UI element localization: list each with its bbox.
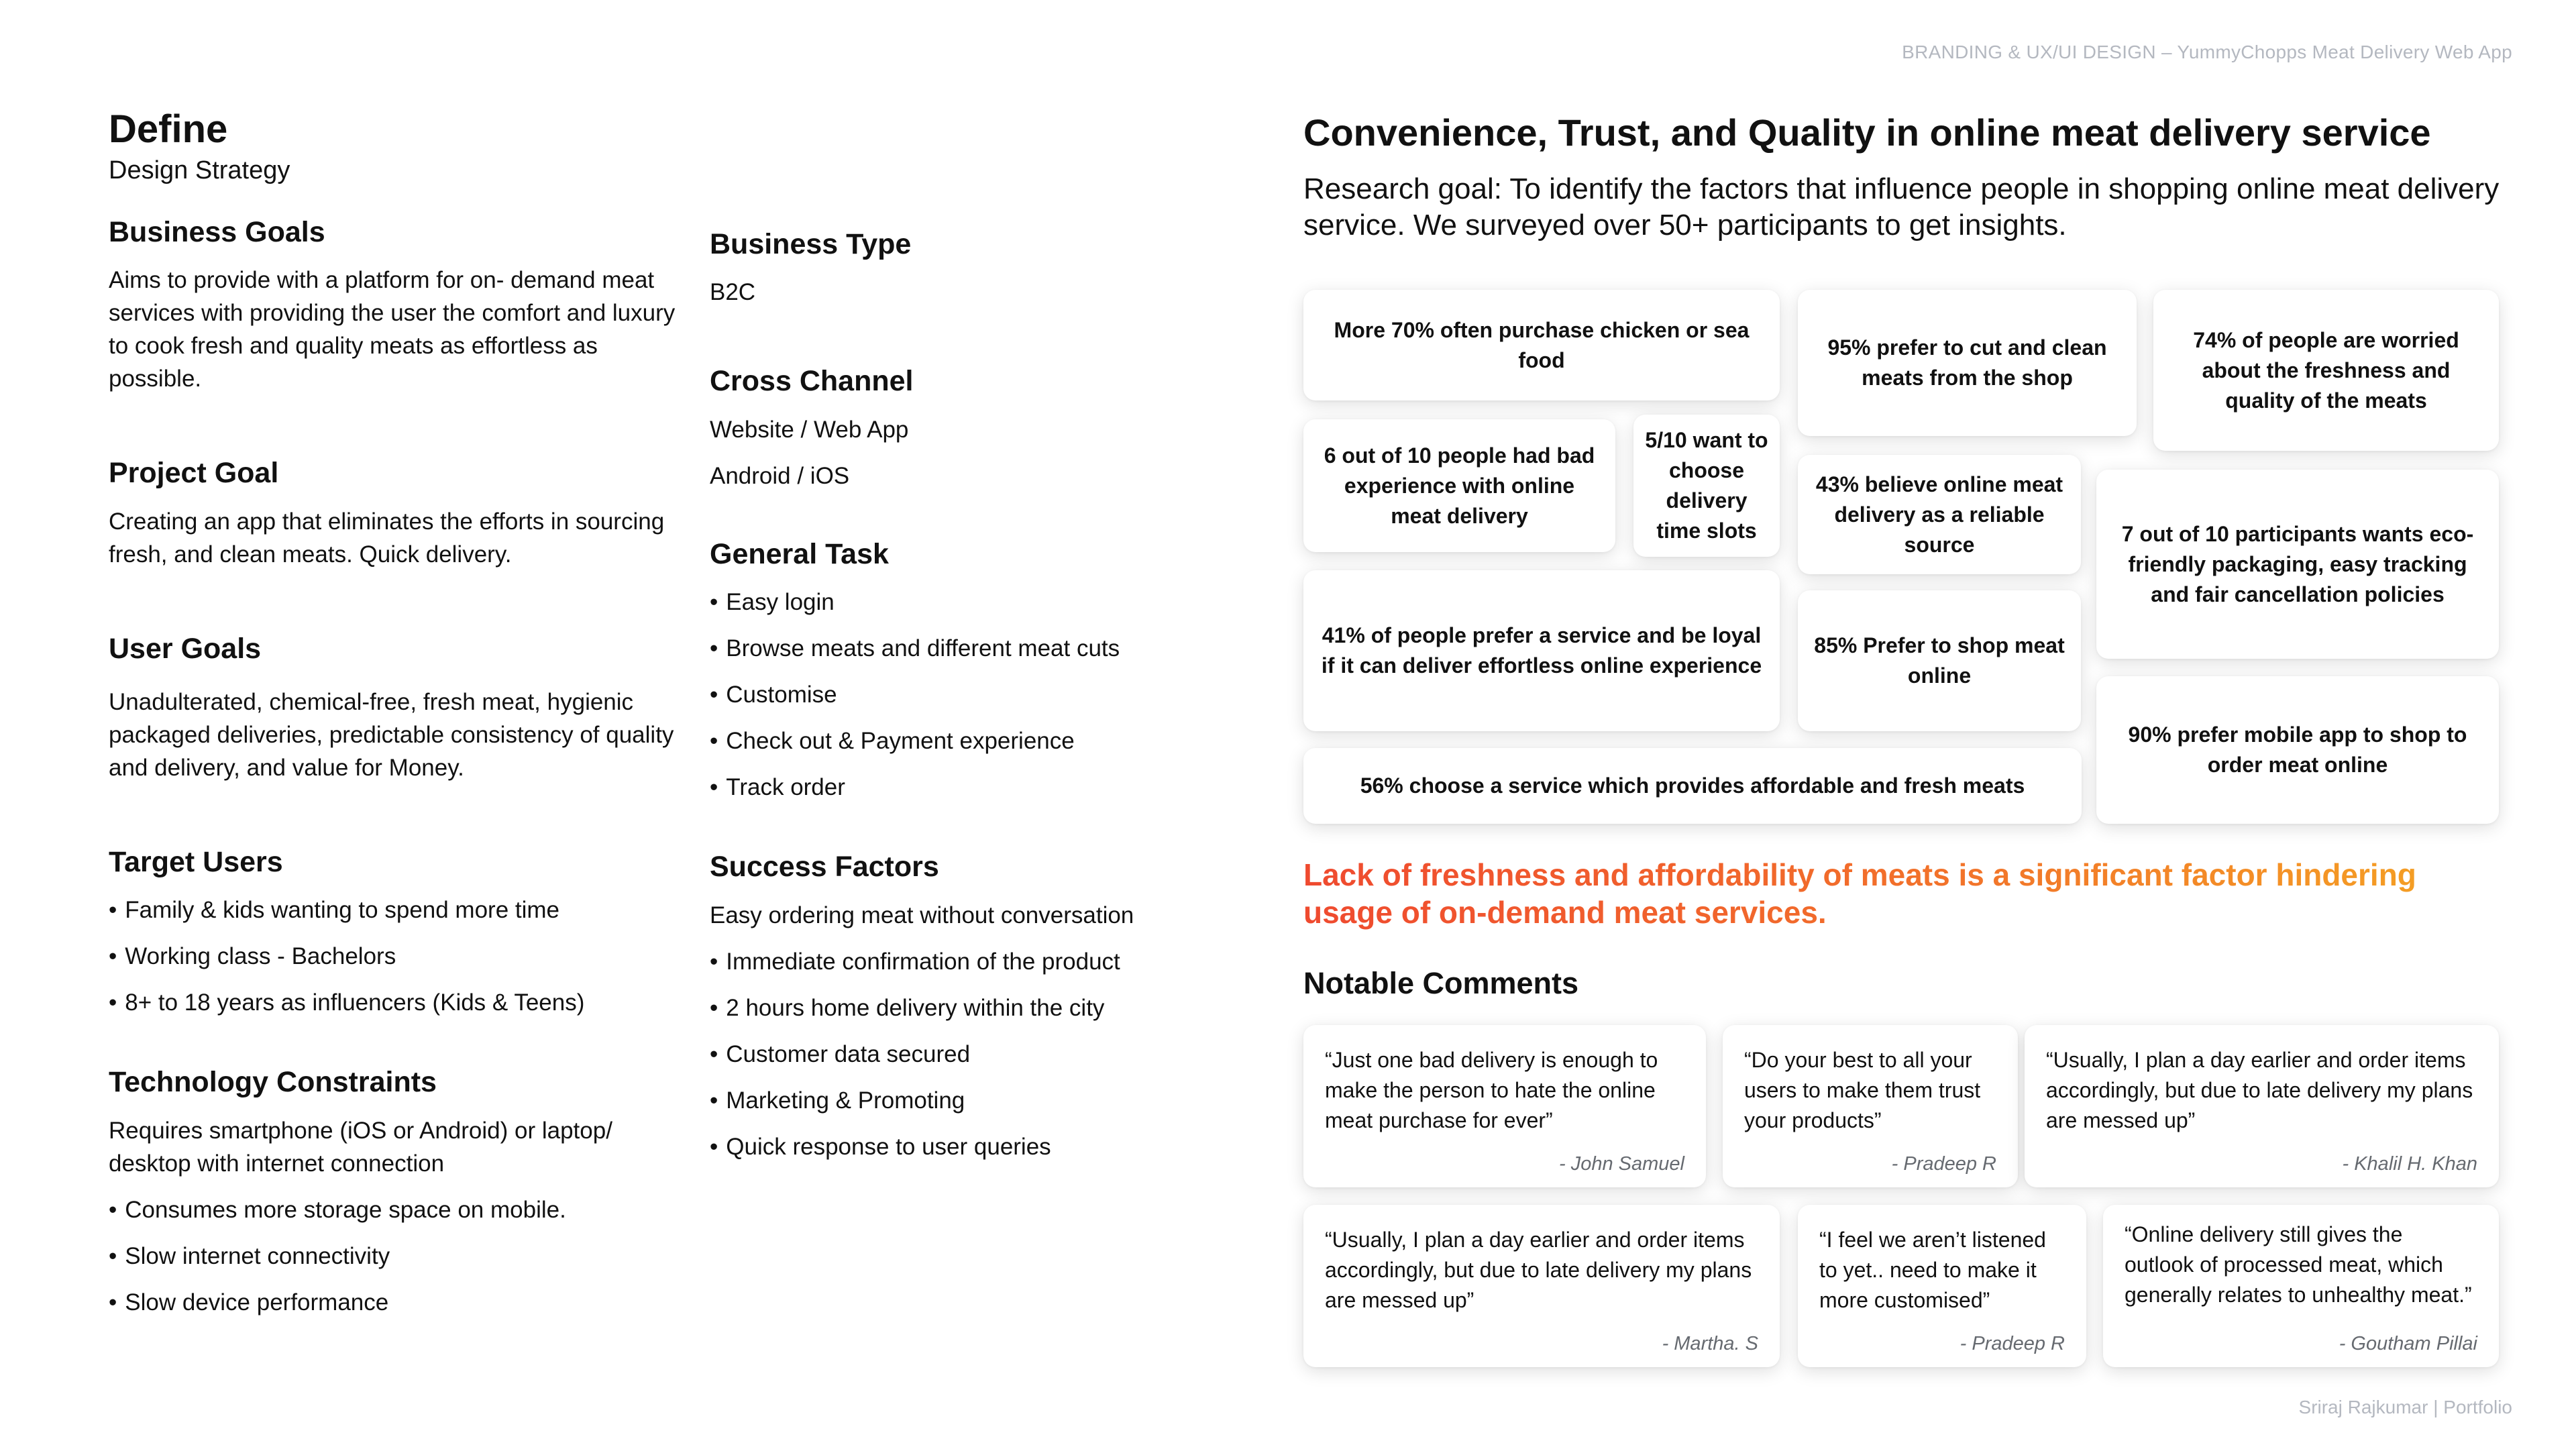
comment-card (1723, 1025, 2018, 1187)
finding-text: 85% Prefer to shop meat online (1814, 633, 2065, 688)
finding-card (1633, 415, 1780, 557)
define-column (109, 107, 679, 1332)
comment-card (2025, 1025, 2499, 1187)
success-factors-section (710, 851, 1206, 1163)
comment-card (1303, 1205, 1780, 1367)
list-item: • Check out & Payment experience (710, 724, 1206, 757)
comment-author: - John Samuel (1559, 1153, 1684, 1175)
finding-card (2153, 290, 2499, 451)
business-goals-title: Business Goals (109, 215, 325, 248)
project-goal-title: Project Goal (109, 457, 279, 490)
cross-channel-section (710, 365, 1206, 492)
project-goal-section (109, 457, 679, 570)
list-item: • Marketing & Promoting (710, 1084, 1206, 1117)
finding-text: 41% of people prefer a service and be loyal if it can deliver effortless online experience (1321, 623, 1762, 678)
list-item: • Consumes more storage space on mobile. (109, 1193, 679, 1226)
finding-text: 95% prefer to cut and clean meats from the shop (1827, 335, 2107, 390)
footer-note: Sriraj Rajkumar | Portfolio (2298, 1397, 2512, 1417)
header-note: BRANDING & UX/UI DESIGN – YummyChopps Meat Delivery Web App (1902, 42, 2512, 62)
project-goal-text: Creating an app that eliminates the efforts in sourcing fresh, and clean meats. Quick delivery. (109, 508, 665, 568)
list-item: Android / iOS (710, 462, 850, 489)
comment-author: - Goutham Pillai (2339, 1333, 2477, 1354)
user-goals-text: Unadulterated, chemical-free, fresh meat, hygienic packaged deliveries, predictable consistency of quality and delivery, and value for Money. (109, 689, 674, 781)
user-goals-title: User Goals (109, 632, 262, 665)
finding-text: 56% choose a service which provides affordable and fresh meats (1360, 773, 2025, 798)
target-users-section (109, 846, 679, 1019)
success-factors-text: Easy ordering meat without conversation (710, 902, 1134, 928)
list-item: • Working class - Bachelors (109, 940, 679, 973)
general-task-section (710, 538, 1206, 804)
comment-quote: “Just one bad delivery is enough to make the person to hate the online meat purchase for ever” (1325, 1048, 1658, 1132)
finding-text: 43% believe online meat delivery as a reliable source (1815, 472, 2063, 557)
define-title: Define (109, 107, 228, 151)
finding-card (1798, 455, 2081, 574)
user-goals-section (109, 633, 679, 784)
general-task-title: General Task (710, 537, 889, 570)
finding-card (2096, 676, 2499, 824)
finding-card (1303, 570, 1780, 731)
finding-text: 74% of people are worried about the freshness and quality of the meats (2193, 327, 2459, 413)
strategy-column (710, 228, 1206, 1177)
comment-quote: “Usually, I plan a day earlier and order items accordingly, but due to late delivery my plans are messed up” (2046, 1048, 2473, 1132)
list-item: • 8+ to 18 years as influencers (Kids & Teens) (109, 986, 679, 1019)
finding-text: 90% prefer mobile app to shop to order meat online (2128, 722, 2467, 777)
list-item: • Immediate confirmation of the product (710, 945, 1206, 978)
tech-constraints-title: Technology Constraints (109, 1066, 437, 1099)
define-subtitle: Design Strategy (109, 156, 290, 184)
tech-constraints-text: Requires smartphone (iOS or Android) or laptop/ desktop with internet connection (109, 1117, 612, 1177)
finding-card (1303, 419, 1615, 552)
comment-card (1798, 1205, 2086, 1367)
list-item: Website / Web App (710, 416, 909, 443)
finding-text: 6 out of 10 people had bad experience with online meat delivery (1324, 443, 1595, 528)
business-type-text: B2C (710, 279, 756, 306)
list-item: • Track order (710, 771, 1206, 804)
comment-author: - Martha. S (1662, 1333, 1758, 1354)
comment-card (1303, 1025, 1706, 1187)
target-users-title: Target Users (109, 846, 283, 878)
comment-author: - Pradeep R (1960, 1333, 2065, 1354)
comment-quote: “Online delivery still gives the outlook of processed meat, which generally relates to unhealthy meat.” (2125, 1222, 2472, 1307)
list-item: • Family & kids wanting to spend more time (109, 894, 679, 926)
list-item: • Customise (710, 678, 1206, 711)
list-item: • 2 hours home delivery within the city (710, 991, 1206, 1024)
comment-card (2103, 1205, 2499, 1367)
comment-author: - Pradeep R (1891, 1153, 1996, 1175)
list-item: • Quick response to user queries (710, 1130, 1206, 1163)
list-item: • Slow internet connectivity (109, 1240, 679, 1273)
business-goals-section (109, 216, 679, 395)
business-type-title: Business Type (710, 228, 912, 260)
research-title: Convenience, Trust, and Quality in online meat delivery service (1303, 111, 2431, 154)
finding-card (1303, 290, 1780, 400)
list-item: • Customer data secured (710, 1038, 1206, 1071)
key-insight: Lack of freshness and affordability of meats is a significant factor hindering usage of on-demand meat services. (1303, 856, 2511, 931)
cross-channel-title: Cross Channel (710, 365, 914, 398)
finding-card (1798, 290, 2137, 436)
finding-text: 5/10 want to choose delivery time slots (1645, 428, 1768, 543)
finding-card (1798, 590, 2081, 731)
finding-text: 7 out of 10 participants wants eco-friendly packaging, easy tracking and fair cancellation policies (2121, 521, 2474, 606)
list-item: • Easy login (710, 586, 1206, 619)
list-item: • Browse meats and different meat cuts (710, 632, 1206, 665)
business-goals-text: Aims to provide with a platform for on- demand meat services with providing the user the comfort and luxury to cook fresh and quality meats as effortless as possible. (109, 267, 676, 392)
comment-quote: “Do your best to all your users to make them trust your products” (1744, 1048, 1981, 1132)
finding-card (1303, 748, 2082, 824)
comment-author: - Khalil H. Khan (2342, 1153, 2477, 1175)
finding-text: More 70% often purchase chicken or sea food (1334, 317, 1750, 372)
business-type-section (710, 228, 1206, 309)
research-goal: Research goal: To identify the factors that influence people in shopping online meat delivery service. We surveyed over 50+ participants to get insights. (1303, 172, 2500, 241)
list-item: • Slow device performance (109, 1286, 679, 1319)
finding-card (2096, 470, 2499, 659)
tech-constraints-section (109, 1066, 679, 1318)
comment-quote: “Usually, I plan a day earlier and order items accordingly, but due to late delivery my plans are messed up” (1325, 1228, 1752, 1312)
comment-quote: “I feel we aren’t listened to yet.. need to make it more customised” (1819, 1228, 2046, 1312)
success-factors-title: Success Factors (710, 851, 939, 883)
notable-comments-title: Notable Comments (1303, 966, 1579, 1000)
